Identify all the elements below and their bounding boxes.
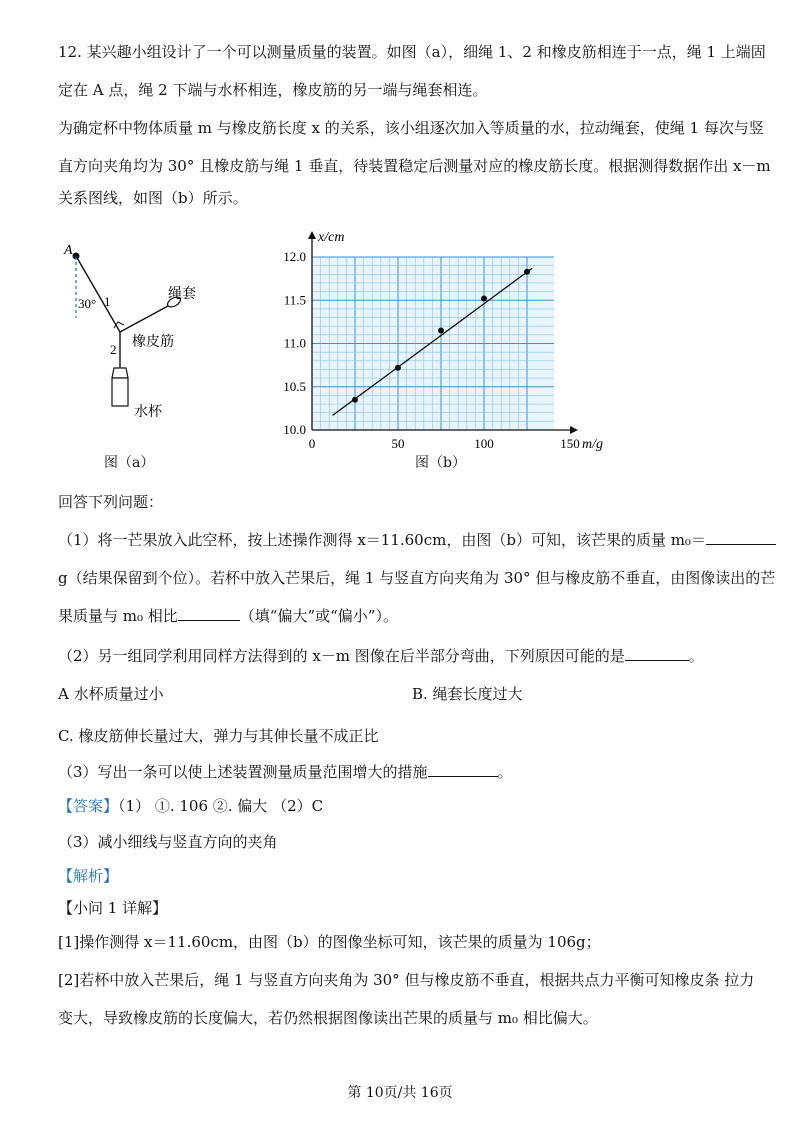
figure-b-caption: 图（b） [415, 455, 466, 471]
q1-blank-mass [706, 530, 776, 545]
x-tick-label: 100 [474, 436, 494, 451]
q1-blank-compare [178, 606, 240, 621]
q1-line-a [58, 530, 776, 550]
option-a: A 水杯质量过小 [58, 685, 164, 703]
y-tick-label: 12.0 [283, 249, 306, 264]
q2-text: （2）另一组同学利用同样方法得到的 x－m 图像在后半部分弯曲，下列原因可能的是 [58, 647, 625, 665]
data-point [395, 365, 401, 371]
y-axis-label: x/cm [318, 230, 345, 245]
question-stem-line-2: 定在 A 点，绳 2 下端与水杯相连，橡皮筋的另一端与绳套相连。 [58, 81, 488, 99]
data-point [352, 397, 358, 403]
y-tick-label: 11.5 [283, 292, 306, 308]
q1-text-c1: 果质量与 m₀ 相比 [58, 607, 178, 625]
prompt-line: 回答下列问题： [58, 493, 164, 511]
analysis-paragraph-1: [1]操作测得 x＝11.60cm，由图（b）的图像坐标可知，该芒果的质量为 106g； [58, 933, 601, 951]
q1-line-b: g（结果保留到个位）。若杯中放入芒果后，绳 1 与竖直方向夹角为 30° 但与橡皮筋不垂直，由图像读出的芒 [58, 569, 776, 587]
q1-text-a: （1）将一芒果放入此空杯，按上述操作测得 x＝11.60cm，由图（b）可知，该芒果的质量 m₀＝ [58, 531, 706, 549]
x-axis-arrow [570, 426, 578, 434]
q2-blank [625, 646, 689, 661]
data-point [438, 328, 444, 334]
q1-line-c [58, 606, 398, 626]
water-cup-icon [112, 378, 128, 406]
q3-line [58, 762, 513, 782]
question-stem-line-3: 为确定杯中物体质量 m 与橡皮筋长度 x 的关系，该小组逐次加入等质量的水，拉动绳套，使绳 1 每次与竖 [58, 119, 764, 137]
answer-line-1 [58, 796, 323, 816]
analysis-subheading: 【小问 1 详解】 [58, 899, 168, 917]
x-tick-label: 0 [308, 436, 316, 451]
label-point-a: A [64, 243, 73, 258]
cup-top [112, 368, 128, 378]
q2-end: 。 [688, 647, 704, 665]
y-tick-label: 10.5 [283, 378, 306, 394]
label-rope-1: 1 [104, 294, 111, 309]
answer-line-2: （3）减小细线与竖直方向的夹角 [58, 833, 278, 851]
q3-text: （3）写出一条可以使上述装置测量质量范围增大的措施 [58, 763, 428, 781]
label-rope-loop: 绳套 [168, 286, 196, 302]
y-axis-arrow [308, 231, 316, 239]
question-stem-line-4: 直方向夹角均为 30° 且橡皮筋与绳 1 垂直，待装置稳定后测量对应的橡皮筋长度。根据测得数据作出 x－m [58, 157, 771, 175]
answer-tag: 【答案】 [58, 797, 119, 815]
y-tick-label: 11.0 [283, 335, 306, 351]
option-c: C. 橡皮筋伸长量过大，弹力与其伸长量不成正比 [58, 727, 379, 745]
label-angle: 30° [78, 296, 97, 311]
label-rope-2: 2 [110, 342, 117, 357]
q3-end: 。 [497, 763, 513, 781]
figure-a-apparatus [60, 240, 230, 450]
x-tick-label: 150 [560, 436, 580, 451]
data-point [524, 269, 530, 275]
figure-b-chart [270, 222, 620, 452]
answer-text-1: （1） ①. 106 ②. 偏大 （2）C [118, 797, 324, 815]
rope-1 [76, 256, 120, 332]
page-footer: 第 10页/共 16页 [347, 1085, 453, 1101]
question-stem-line-5: 关系图线，如图（b）所示。 [58, 189, 248, 207]
figure-a-caption: 图（a） [104, 455, 155, 471]
q3-blank [428, 762, 498, 777]
q2-line [58, 646, 704, 666]
data-point [481, 296, 487, 302]
analysis-tag: 【解析】 [58, 867, 119, 885]
question-stem-line-1: 12. 某兴趣小组设计了一个可以测量质量的装置。如图（a），细绳 1、2 和橡皮筋相连于一点，绳 1 上端固 [58, 43, 766, 61]
label-water-cup: 水杯 [134, 404, 162, 420]
option-b: B. 绳套长度过大 [412, 685, 523, 703]
label-rubber-band: 橡皮筋 [132, 334, 174, 350]
analysis-paragraph-2b: 变大，导致橡皮筋的长度偏大，若仍然根据图像读出芒果的质量与 m₀ 相比偏大。 [58, 1009, 598, 1027]
rubber-band [120, 306, 168, 332]
analysis-paragraph-2a: [2]若杯中放入芒果后，绳 1 与竖直方向夹角为 30° 但与橡皮筋不垂直，根据共点力平衡可知橡皮条 拉力 [58, 971, 755, 989]
y-tick-label: 10.0 [283, 422, 306, 437]
q1-text-c2: （填“偏大”或“偏小”）。 [239, 607, 398, 625]
x-tick-label: 50 [391, 436, 405, 451]
x-axis-label: m/g [582, 437, 603, 452]
